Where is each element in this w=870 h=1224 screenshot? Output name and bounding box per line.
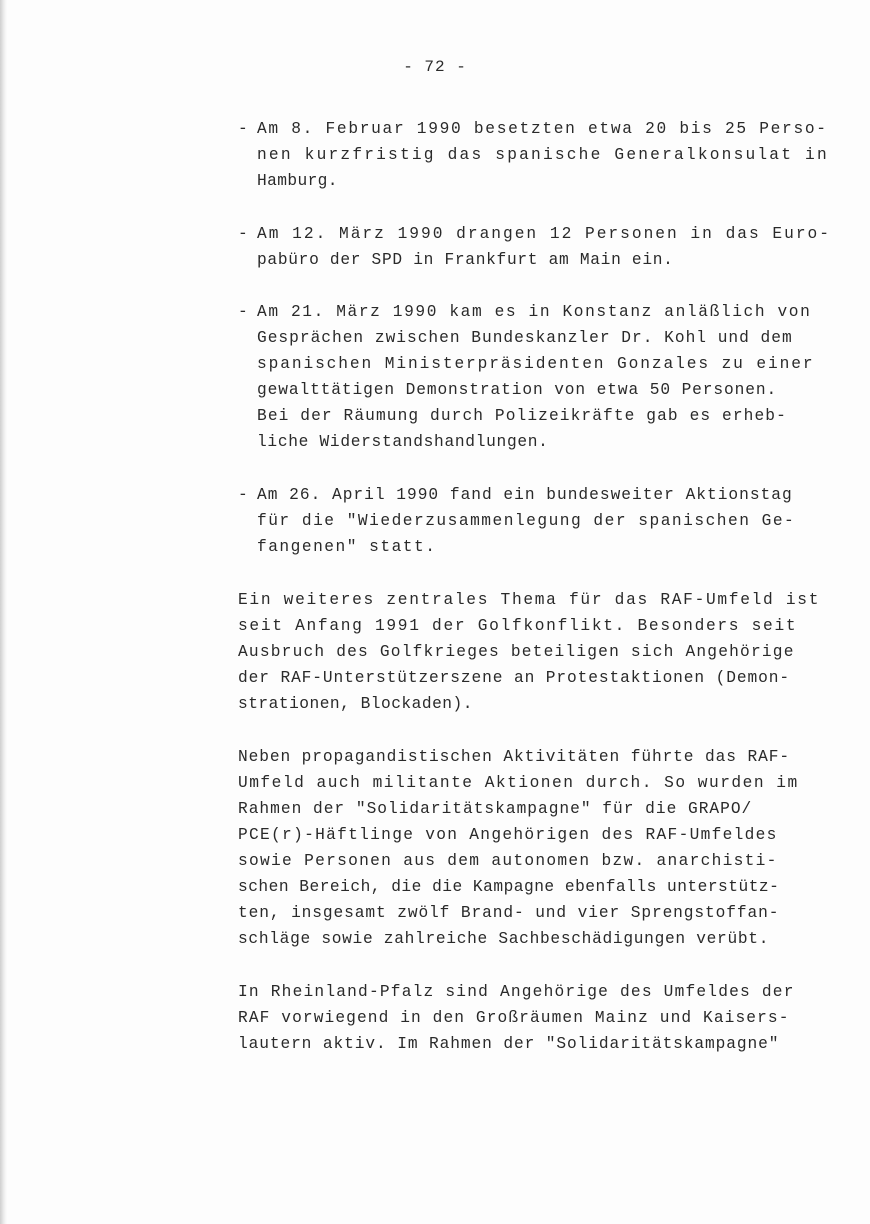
text-line: schen Bereich, die die Kampagne ebenfalls unterstütz- xyxy=(238,878,780,896)
text-line: pabüro der SPD in Frankfurt am Main ein. xyxy=(257,251,674,269)
text-line: schläge sowie zahlreiche Sachbeschädigungen verübt. xyxy=(238,930,770,948)
text-line: sowie Personen aus dem autonomen bzw. anarchisti- xyxy=(238,852,778,870)
text-line: gewalttätigen Demonstration von etwa 50 Personen. xyxy=(257,381,778,399)
text-line: In Rheinland-Pfalz sind Angehörige des Umfeldes der xyxy=(238,983,795,1001)
text-line: Am 12. März 1990 drangen 12 Personen in das Euro- xyxy=(257,225,831,243)
bullet-marker: - xyxy=(238,120,248,138)
text-line: der RAF-Unterstützerszene an Protestaktionen (Demon- xyxy=(238,669,790,687)
text-line: Ein weiteres zentrales Thema für das RAF-Umfeld ist xyxy=(238,591,821,609)
page-number: - 72 - xyxy=(403,58,467,76)
bullet-marker: - xyxy=(238,303,248,321)
text-line: Hamburg. xyxy=(257,172,338,190)
text-line: Neben propagandistischen Aktivitäten führte das RAF- xyxy=(238,748,790,766)
text-line: PCE(r)-Häftlinge von Angehörigen des RAF-Umfeldes xyxy=(238,826,778,844)
bullet-marker: - xyxy=(238,486,248,504)
text-line: fangenen" statt. xyxy=(257,538,437,556)
text-line: spanischen Ministerpräsidenten Gonzales zu einer xyxy=(257,355,815,373)
text-line: Bei der Räumung durch Polizeikräfte gab es erheb- xyxy=(257,407,787,425)
text-line: nen kurzfristig das spanische Generalkonsulat in xyxy=(257,146,829,164)
text-line: ten, insgesamt zwölf Brand- und vier Sprengstoffan- xyxy=(238,904,780,922)
text-line: lautern aktiv. Im Rahmen der "Solidaritätskampagne" xyxy=(238,1035,780,1053)
bullet-marker: - xyxy=(238,225,248,243)
text-line: Am 8. Februar 1990 besetzten etwa 20 bis 25 Perso- xyxy=(257,120,828,138)
page-edge-shadow xyxy=(0,0,7,1224)
text-line: strationen, Blockaden). xyxy=(238,695,473,713)
text-line: RAF vorwiegend in den Großräumen Mainz und Kaisers- xyxy=(238,1009,790,1027)
text-line: Ausbruch des Golfkrieges beteiligen sich Angehörige xyxy=(238,643,795,661)
text-line: Gesprächen zwischen Bundeskanzler Dr. Kohl und dem xyxy=(257,329,793,347)
text-line: für die "Wiederzusammenlegung der spanischen Ge- xyxy=(257,512,796,530)
text-line: seit Anfang 1991 der Golfkonflikt. Besonders seit xyxy=(238,617,798,635)
text-line: Am 26. April 1990 fand ein bundesweiter Aktionstag xyxy=(257,486,793,504)
text-line: Rahmen der "Solidaritätskampagne" für die GRAPO/ xyxy=(238,800,753,818)
text-line: Umfeld auch militante Aktionen durch. So wurden im xyxy=(238,774,799,792)
text-line: liche Widerstandshandlungen. xyxy=(257,433,549,451)
text-line: Am 21. März 1990 kam es in Konstanz anläßlich von xyxy=(257,303,812,321)
